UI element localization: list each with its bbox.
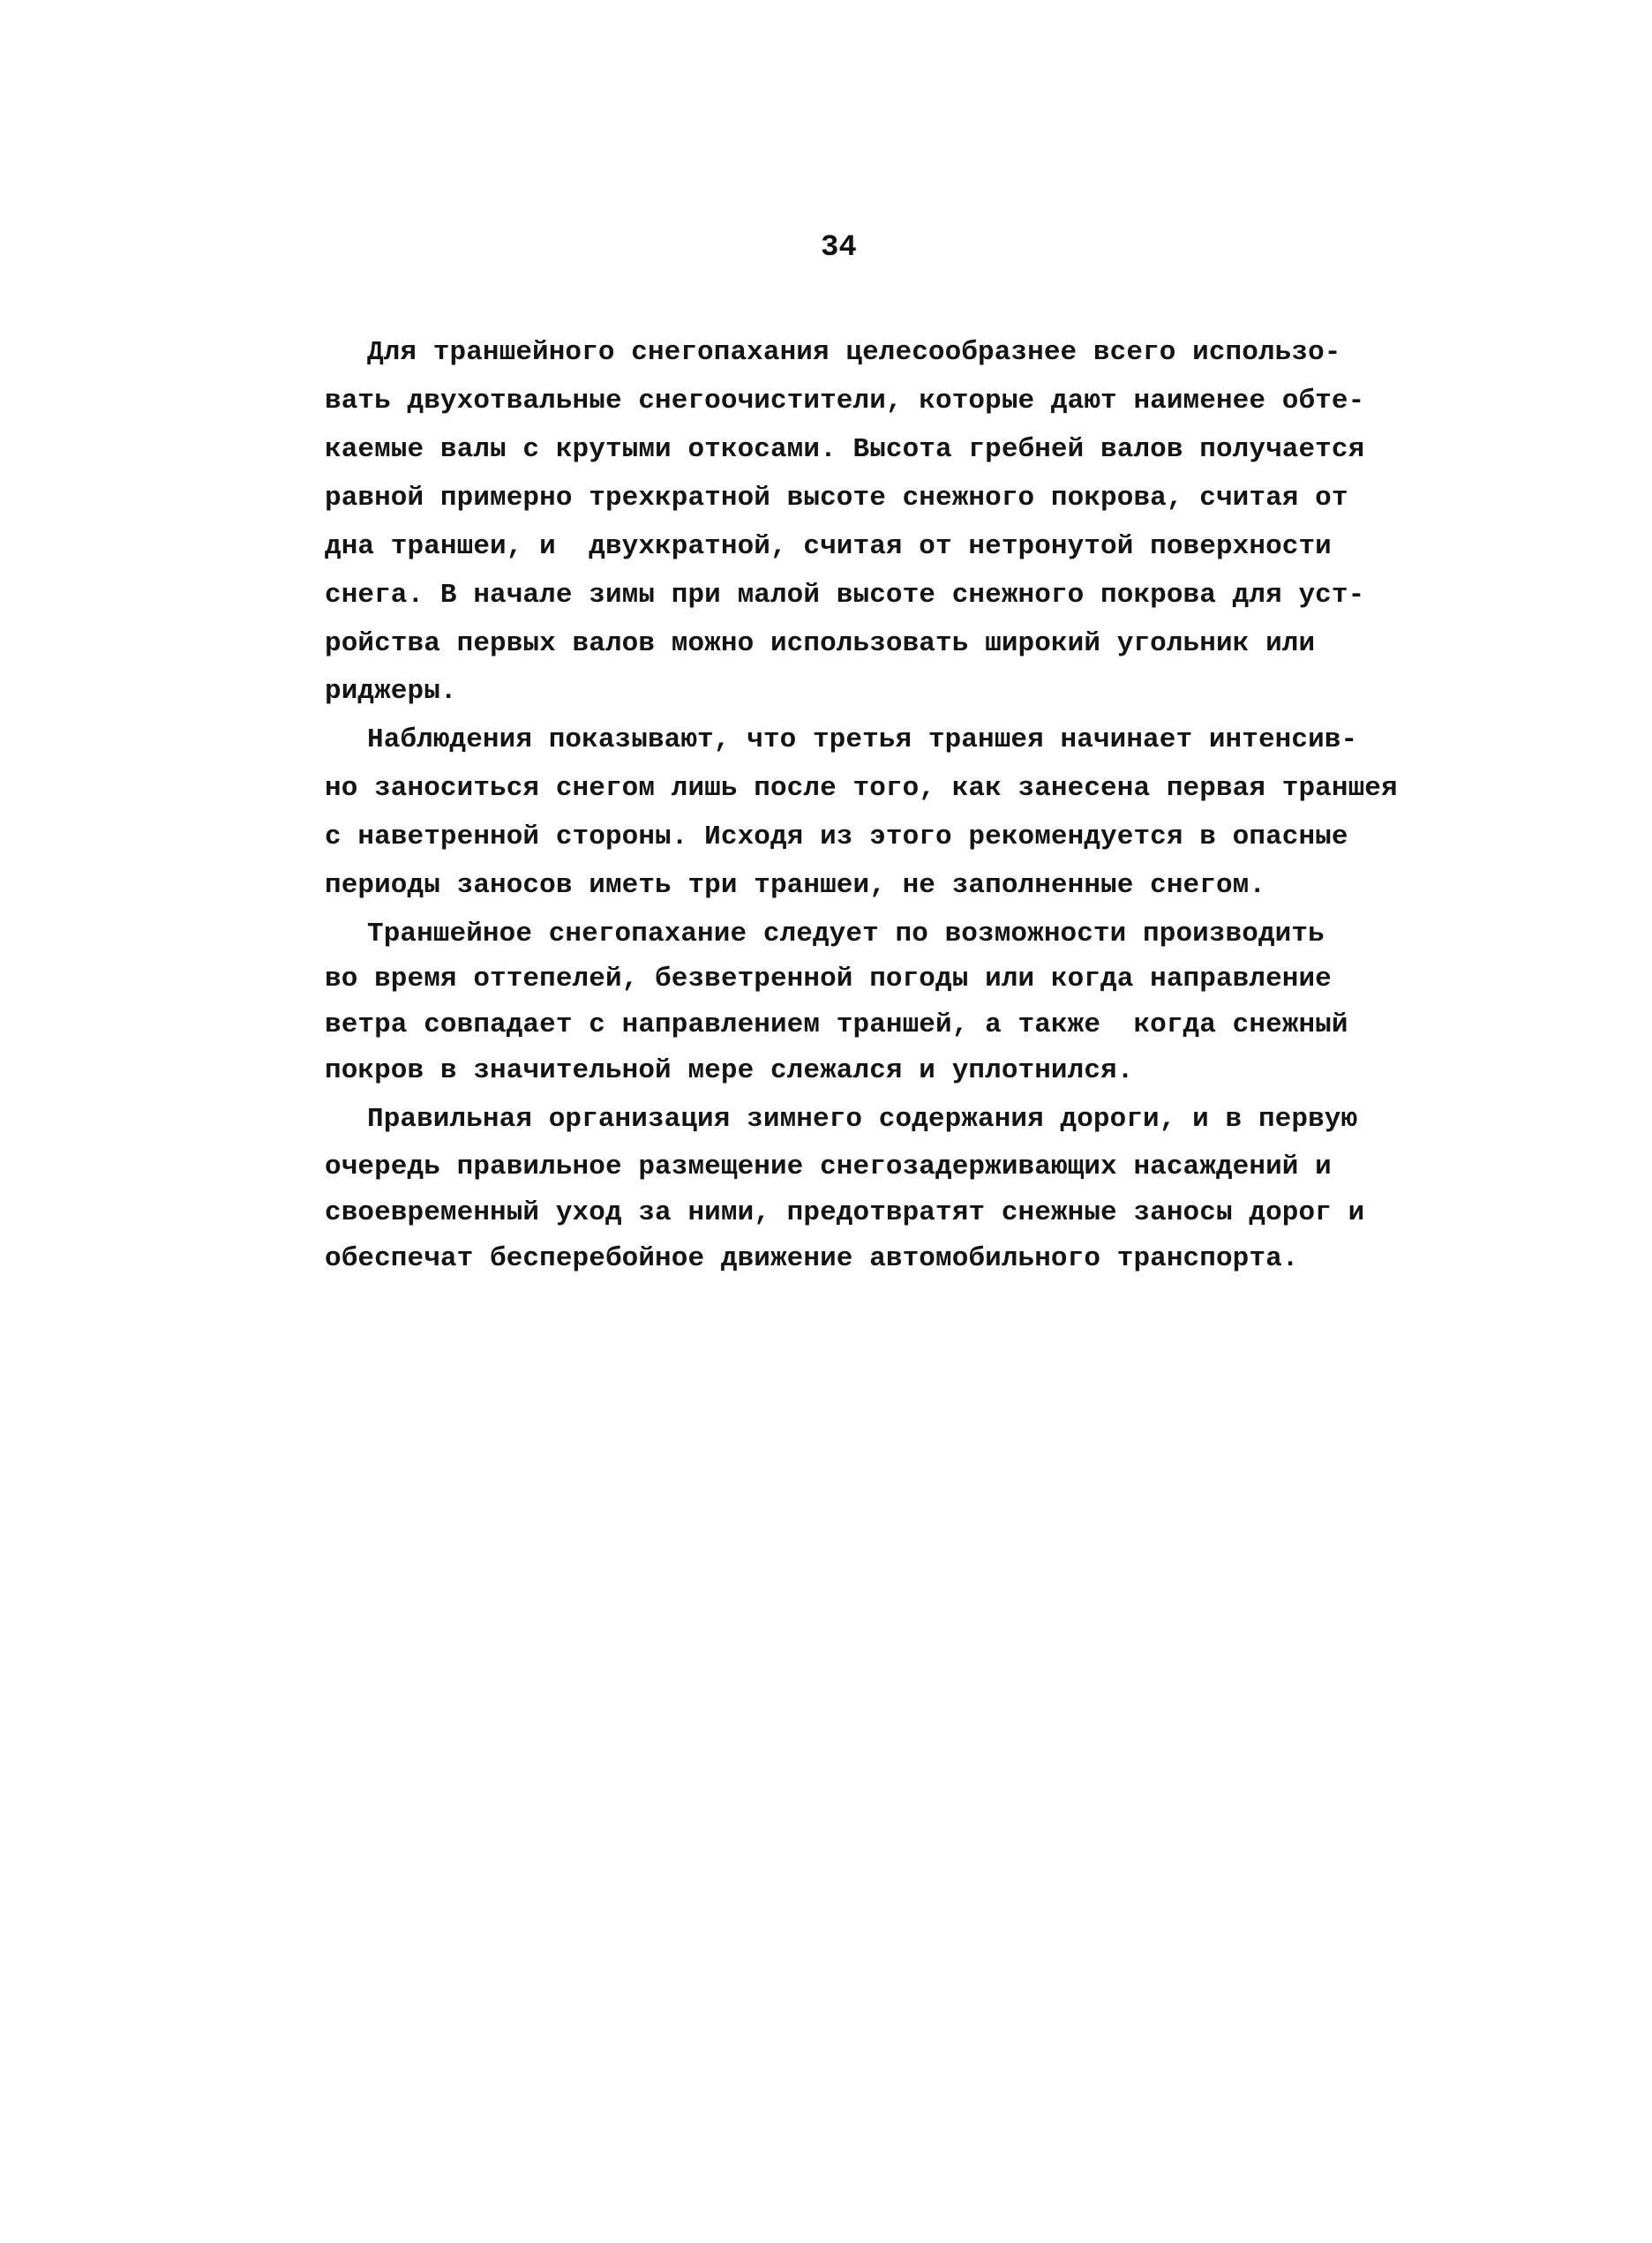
text-line: периоды заносов иметь три траншеи, не заполненные снегом. [325, 870, 1266, 901]
text-line: дна траншеи, и двухкратной, считая от нетронутой поверхности [325, 531, 1332, 562]
text-line: покров в значительной мере слежался и уплотнился. [325, 1055, 1134, 1086]
text-line: Правильная организация зимнего содержания дороги, и в первую [367, 1104, 1358, 1135]
page-number: 34 [821, 231, 857, 265]
text-line: ветра совпадает с направлением траншей, а также когда снежный [325, 1009, 1348, 1040]
text-line: каемые валы с крутыми откосами. Высота гребней валов получается [325, 434, 1365, 465]
text-line: очередь правильное размещение снегозадерживающих насаждений и [325, 1152, 1332, 1182]
text-line: своевременный уход за ними, предотвратят снежные заносы дорог и [325, 1197, 1365, 1228]
text-line: снега. В начале зимы при малой высоте снежного покрова для уст- [325, 580, 1365, 611]
text-line: с наветренной стороны. Исходя из этого рекомендуется в опасные [325, 821, 1348, 852]
text-line: ройства первых валов можно использовать широкий угольник или [325, 628, 1316, 659]
text-line: равной примерно трехкратной высоте снежного покрова, считая от [325, 483, 1348, 514]
text-line: Для траншейного снегопахания целесообразнее всего использо- [367, 337, 1341, 368]
text-line: во время оттепелей, безветренной погоды или когда направление [325, 964, 1332, 994]
text-line: Траншейное снегопахание следует по возможности производить [367, 919, 1325, 949]
text-line: обеспечат бесперебойное движение автомобильного транспорта. [325, 1243, 1299, 1274]
text-line: но заноситься снегом лишь после того, как занесена первая траншея [325, 773, 1398, 804]
text-line: Наблюдения показывают, что третья траншея начинает интенсив- [367, 724, 1358, 755]
text-line: риджеры. [325, 676, 457, 707]
text-line: вать двухотвальные снегоочистители, которые дают наименее обте- [325, 386, 1365, 416]
